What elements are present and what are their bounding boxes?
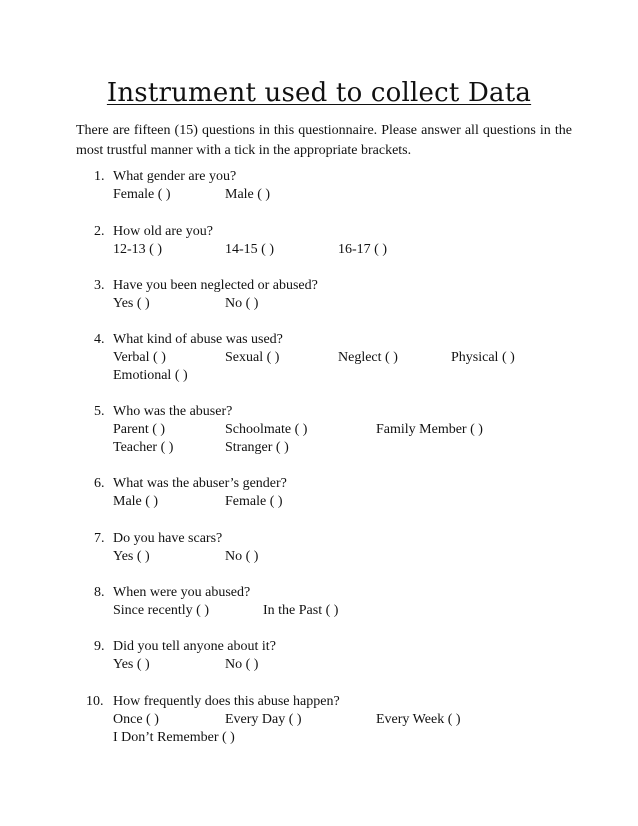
option-every-week[interactable]: Every Week ( ) <box>376 712 461 727</box>
question-text: How old are you? <box>113 224 213 239</box>
option-neglect[interactable]: Neglect ( ) <box>338 350 398 365</box>
question-number: 1. <box>94 169 105 184</box>
options-row <box>0 548 638 566</box>
option-physical[interactable]: Physical ( ) <box>451 350 515 365</box>
intro-paragraph: There are fifteen (15) questions in this questionnaire. Please answer all questions in the most trustful manner with a tick in the appropriate brackets. <box>76 123 572 158</box>
option-female[interactable]: Female ( ) <box>113 187 171 202</box>
page-title: Instrument used to collect Data <box>106 78 532 108</box>
option-in-the-past[interactable]: In the Past ( ) <box>263 603 339 618</box>
option-no[interactable]: No ( ) <box>225 296 259 311</box>
options-row <box>0 656 638 674</box>
option-schoolmate[interactable]: Schoolmate ( ) <box>225 422 308 437</box>
question-text: Did you tell anyone about it? <box>113 639 276 654</box>
question-number: 5. <box>94 404 105 419</box>
question-text: How frequently does this abuse happen? <box>113 694 340 709</box>
options-row <box>0 349 638 367</box>
question-number: 10. <box>86 694 104 709</box>
options-row <box>0 711 638 729</box>
options-row <box>0 241 638 259</box>
option-male[interactable]: Male ( ) <box>225 187 271 202</box>
options-row <box>0 367 638 385</box>
options-row <box>0 729 638 747</box>
option-teacher[interactable]: Teacher ( ) <box>113 440 174 455</box>
option-no[interactable]: No ( ) <box>225 657 259 672</box>
option-16-17[interactable]: 16-17 ( ) <box>338 242 387 257</box>
option-no[interactable]: No ( ) <box>225 549 259 564</box>
option-verbal[interactable]: Verbal ( ) <box>113 350 166 365</box>
options-row <box>0 186 638 204</box>
option-stranger[interactable]: Stranger ( ) <box>225 440 289 455</box>
option-male[interactable]: Male ( ) <box>113 494 159 509</box>
option-dont-remember[interactable]: I Don’t Remember ( ) <box>113 730 235 745</box>
option-every-day[interactable]: Every Day ( ) <box>225 712 302 727</box>
options-row <box>0 602 638 620</box>
option-family-member[interactable]: Family Member ( ) <box>376 422 483 437</box>
options-row <box>0 439 638 457</box>
question-number: 6. <box>94 476 105 491</box>
option-12-13[interactable]: 12-13 ( ) <box>113 242 162 257</box>
option-yes[interactable]: Yes ( ) <box>113 549 150 564</box>
option-female[interactable]: Female ( ) <box>225 494 283 509</box>
option-sexual[interactable]: Sexual ( ) <box>225 350 280 365</box>
question-number: 8. <box>94 585 105 600</box>
question-number: 7. <box>94 531 105 546</box>
question-number: 2. <box>94 224 105 239</box>
option-since-recently[interactable]: Since recently ( ) <box>113 603 210 618</box>
options-row <box>0 493 638 511</box>
option-emotional[interactable]: Emotional ( ) <box>113 368 188 383</box>
option-once[interactable]: Once ( ) <box>113 712 159 727</box>
question-text: What gender are you? <box>113 169 237 184</box>
question-number: 9. <box>94 639 105 654</box>
question-text: What kind of abuse was used? <box>113 332 283 347</box>
option-yes[interactable]: Yes ( ) <box>113 296 150 311</box>
options-row <box>0 295 638 313</box>
options-row <box>0 421 638 439</box>
option-parent[interactable]: Parent ( ) <box>113 422 166 437</box>
question-number: 4. <box>94 332 105 347</box>
question-text: Do you have scars? <box>113 531 223 546</box>
question-text: What was the abuser’s gender? <box>113 476 287 491</box>
question-text: When were you abused? <box>113 585 251 600</box>
option-14-15[interactable]: 14-15 ( ) <box>225 242 274 257</box>
option-yes[interactable]: Yes ( ) <box>113 657 150 672</box>
question-text: Have you been neglected or abused? <box>113 278 318 293</box>
question-text: Who was the abuser? <box>113 404 233 419</box>
question-number: 3. <box>94 278 105 293</box>
